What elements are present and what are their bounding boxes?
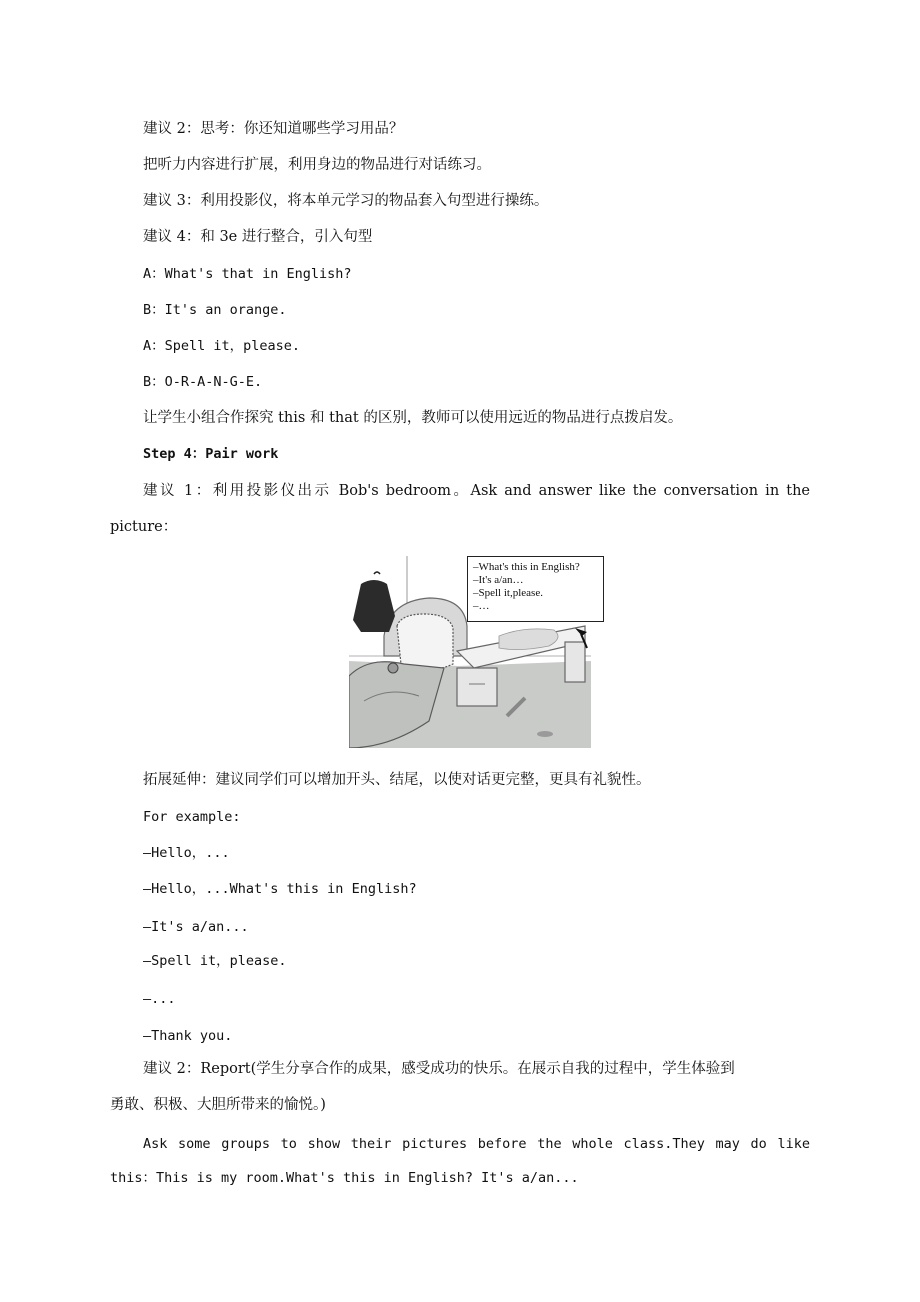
dialog-b2: B：O-R-A-N-G-E. — [143, 374, 263, 390]
bubble-line: –Spell it,please. — [473, 587, 543, 599]
bedroom-illustration — [349, 556, 591, 748]
example-label: For example: — [143, 809, 241, 825]
group-instruction-cont: this：This is my room.What's this in English? It's a/an... — [110, 1170, 579, 1186]
example-line-4: —Spell it，please. — [143, 953, 287, 969]
example-line-5: —... — [143, 991, 176, 1007]
example-line-1: —Hello，... — [143, 845, 230, 861]
explore-text: 让学生小组合作探究 this 和 that 的区别，教师可以使用远近的物品进行点拨启发。 — [143, 410, 683, 426]
report-suggestion-cont: 勇敢、积极、大胆所带来的愉悦。) — [110, 1097, 326, 1113]
report-suggestion: 建议 2：Report(学生分享合作的成果，感受成功的快乐。在展示自我的过程中，学生体验到 — [143, 1061, 735, 1077]
group-instruction: Ask some groups to show their pictures before the whole class.They may do like — [143, 1136, 810, 1152]
expand-text: 把听力内容进行扩展，利用身边的物品进行对话练习。 — [143, 157, 491, 173]
example-line-3: —It's a/an... — [143, 919, 249, 935]
dialog-b1: B：It's an orange. — [143, 302, 287, 318]
dialog-a2: A：Spell it，please. — [143, 338, 301, 354]
example-line-2: —Hello，...What's this in English? — [143, 881, 417, 897]
pair-work-suggestion-cont: picture： — [110, 519, 178, 535]
suggestion-2: 建议 2：思考：你还知道哪些学习用品？ — [143, 121, 404, 137]
suggestion-4: 建议 4：和 3e 进行整合，引入句型 — [143, 229, 373, 245]
pair-work-suggestion: 建议 1：利用投影仪出示 Bob's bedroom。Ask and answer like the conversation in the — [143, 483, 810, 499]
suggestion-3: 建议 3：利用投影仪，将本单元学习的物品套入句型进行操练。 — [143, 193, 549, 209]
example-line-6: —Thank you. — [143, 1028, 233, 1044]
bubble-line: –It's a/an… — [473, 574, 524, 586]
speech-bubble — [467, 556, 604, 622]
step-4-heading: Step 4：Pair work — [143, 446, 279, 462]
dialog-a1: A：What's that in English? — [143, 266, 352, 282]
bubble-line: –… — [473, 600, 490, 612]
extend-text: 拓展延伸：建议同学们可以增加开头、结尾，以使对话更完整，更具有礼貌性。 — [143, 772, 651, 788]
bubble-line: –What's this in English? — [473, 561, 580, 573]
